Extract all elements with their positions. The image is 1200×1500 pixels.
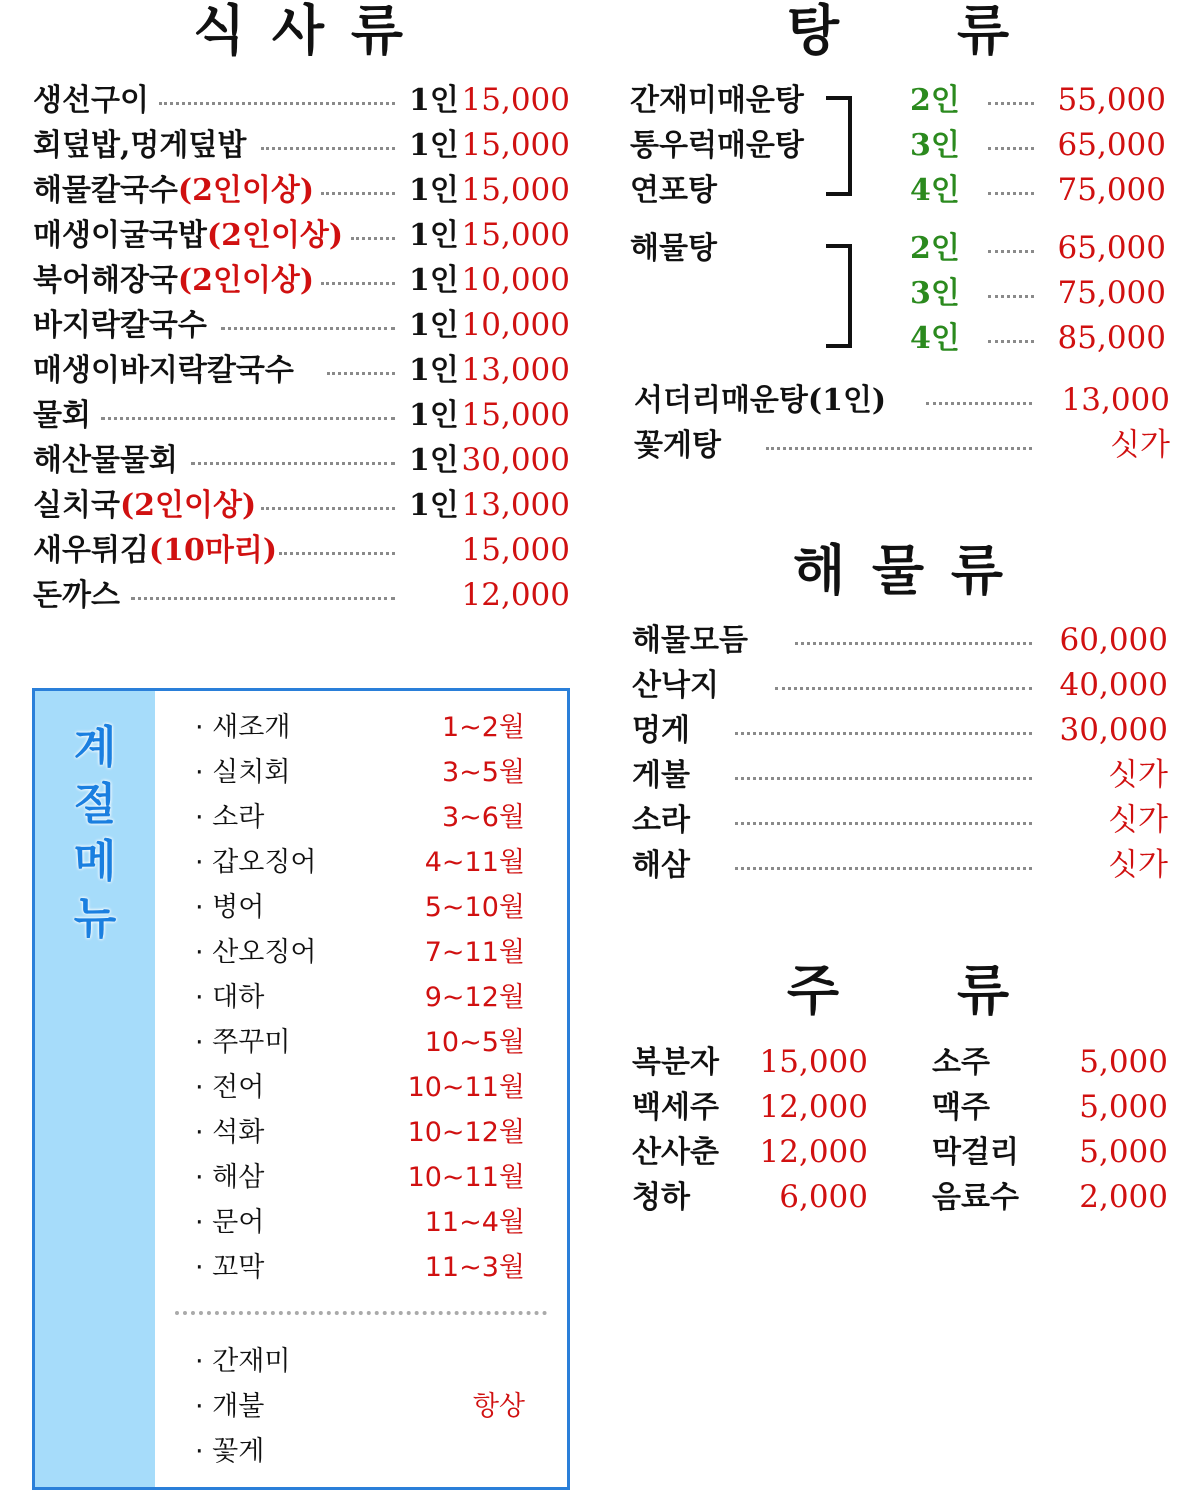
meal-item-unit: 1인 xyxy=(409,173,459,208)
seasonal-item-name: · 산오징어 xyxy=(195,937,317,968)
soup-item-name: 해물탕 xyxy=(630,231,717,266)
soup-item-name: 꽃게탕 xyxy=(634,428,721,463)
seasonal-item-row xyxy=(195,975,525,1020)
seafood-item-price: 싯가 xyxy=(1108,757,1168,793)
meal-item-price: 30,000 xyxy=(461,442,570,478)
dotted-leader xyxy=(735,822,1032,825)
meal-item-name xyxy=(33,123,246,168)
meal-item-label: 새우튀김 xyxy=(33,533,149,568)
soup-size-unit: 4인 xyxy=(910,321,960,356)
meal-item-name xyxy=(33,303,207,348)
dotted-leader xyxy=(735,777,1032,780)
soup-size-unit: 2인 xyxy=(910,231,960,266)
meal-item-row xyxy=(33,483,573,528)
meal-item-unit: 1인 xyxy=(409,83,459,118)
meal-item-label: 매생이바지락칼국수 xyxy=(33,353,294,388)
dotted-leader xyxy=(926,402,1032,405)
meal-item-row xyxy=(33,348,573,393)
meal-item-note: (2인이상) xyxy=(177,263,315,298)
meal-item-row xyxy=(33,123,573,168)
seasonal-item-months: 5~10월 xyxy=(424,892,525,923)
seafood-item-name: 산낙지 xyxy=(632,668,719,703)
meal-item-note: (2인이상) xyxy=(119,488,257,523)
seafood-item-name: 게불 xyxy=(632,758,690,793)
dotted-leader xyxy=(261,507,395,510)
dotted-leader xyxy=(131,597,395,600)
seasonal-item-name: · 실치회 xyxy=(195,757,291,788)
always-item-name: · 간재미 xyxy=(195,1346,291,1377)
meal-item-note: (2인이상) xyxy=(177,173,315,208)
soup-size-unit: 3인 xyxy=(910,128,960,163)
meal-item-price: 12,000 xyxy=(461,577,570,613)
drink-item-price: 5,000 xyxy=(1079,1044,1168,1080)
seasonal-item-row xyxy=(195,1110,525,1155)
soup-size-unit: 3인 xyxy=(910,276,960,311)
dotted-leader xyxy=(988,295,1034,298)
meal-item-price: 15,000 xyxy=(461,82,570,118)
seasonal-item-name: · 갑오징어 xyxy=(195,847,317,878)
seasonal-item-months: 4~11월 xyxy=(424,847,525,878)
meal-item-unit: 1인 xyxy=(409,398,459,433)
meal-item-unit: 1인 xyxy=(409,488,459,523)
dotted-leader xyxy=(191,462,395,465)
seasonal-item-name: · 석화 xyxy=(195,1117,265,1148)
seasonal-item-row xyxy=(195,840,525,885)
soup-group-bracket xyxy=(826,96,852,196)
drinks-section-title: 주 류 xyxy=(786,958,1014,1022)
soup-size-unit: 4인 xyxy=(910,173,960,208)
seasonal-item-months: 3~5월 xyxy=(441,757,525,788)
soup-size-price: 55,000 xyxy=(1057,82,1166,118)
meal-item-unit: 1인 xyxy=(409,308,459,343)
seafood-item-name: 해물모듬 xyxy=(632,623,748,658)
dotted-leader xyxy=(775,687,1032,690)
meal-item-price: 15,000 xyxy=(461,532,570,568)
meal-item-name xyxy=(33,258,314,303)
meal-item-row xyxy=(33,258,573,303)
meal-item-price: 13,000 xyxy=(461,487,570,523)
soup-item-name: 서더리매운탕(1인) xyxy=(634,383,887,418)
seasonal-item-name: · 문어 xyxy=(195,1207,265,1238)
meal-item-name xyxy=(33,78,149,123)
seasonal-item-months: 10~5월 xyxy=(424,1027,525,1058)
seasonal-item-name: · 새조개 xyxy=(195,712,291,743)
drink-item-price: 5,000 xyxy=(1079,1134,1168,1170)
seasonal-item-row xyxy=(195,930,525,975)
seasonal-item-row xyxy=(195,1065,525,1110)
seasonal-item-name: · 꼬막 xyxy=(195,1252,265,1283)
seasonal-item-name: · 전어 xyxy=(195,1072,265,1103)
meal-item-label: 물회 xyxy=(33,398,91,433)
dotted-leader xyxy=(988,102,1034,105)
seasonal-item-row xyxy=(195,750,525,795)
meal-item-label: 생선구이 xyxy=(33,83,149,118)
dotted-leader xyxy=(327,372,395,375)
soup-group-bracket xyxy=(826,244,852,348)
meal-item-price: 15,000 xyxy=(461,172,570,208)
meal-item-name xyxy=(33,483,256,528)
meal-item-row xyxy=(33,438,573,483)
dotted-leader xyxy=(988,147,1034,150)
drink-item-name: 산사춘 xyxy=(632,1135,719,1170)
soup-size-price: 65,000 xyxy=(1057,127,1166,163)
seafood-item-name: 멍게 xyxy=(632,713,690,748)
meal-item-name xyxy=(33,573,120,618)
meal-item-price: 10,000 xyxy=(461,262,570,298)
drink-item-name: 막걸리 xyxy=(932,1135,1019,1170)
seasonal-item-name: · 쭈꾸미 xyxy=(195,1027,291,1058)
drink-item-price: 2,000 xyxy=(1079,1179,1168,1215)
seafood-item-name: 소라 xyxy=(632,803,690,838)
seafood-section-title: 해 물 류 xyxy=(792,538,1008,602)
dotted-leader xyxy=(221,327,395,330)
seafood-item-price: 40,000 xyxy=(1059,667,1168,703)
meal-item-label: 회덮밥,멍게덮밥 xyxy=(33,128,247,163)
drink-item-name: 복분자 xyxy=(632,1045,719,1080)
meal-item-unit: 1인 xyxy=(409,218,459,253)
meal-item-row xyxy=(33,213,573,258)
seasonal-item-row xyxy=(195,705,525,750)
always-available-label: 항상 xyxy=(472,1391,525,1422)
seasonal-item-months: 10~12월 xyxy=(407,1117,525,1148)
always-item-row xyxy=(195,1429,525,1474)
seasonal-item-name: · 해삼 xyxy=(195,1162,265,1193)
drink-item-price: 5,000 xyxy=(1079,1089,1168,1125)
drink-item-price: 12,000 xyxy=(759,1134,868,1170)
soup-item-name: 연포탕 xyxy=(630,173,717,208)
meal-item-row xyxy=(33,573,573,618)
soup-section-title: 탕 류 xyxy=(786,0,1014,62)
seasonal-item-months: 1~2월 xyxy=(441,712,525,743)
drink-item-name: 맥주 xyxy=(932,1090,990,1125)
meal-item-unit: 1인 xyxy=(409,263,459,298)
always-item-row xyxy=(195,1384,525,1429)
seafood-item-price: 60,000 xyxy=(1059,622,1168,658)
dotted-leader xyxy=(735,867,1032,870)
meal-item-price: 13,000 xyxy=(461,352,570,388)
meal-item-label: 바지락칼국수 xyxy=(33,308,207,343)
seasonal-label-char: 계 xyxy=(73,722,117,773)
seafood-item-price: 싯가 xyxy=(1108,802,1168,838)
meal-item-label: 실치국 xyxy=(33,488,120,523)
seasonal-side-panel xyxy=(35,691,155,1487)
soup-item-price: 13,000 xyxy=(1061,382,1170,418)
seasonal-item-row xyxy=(195,1020,525,1065)
meal-section-title: 식 사 류 xyxy=(192,0,408,62)
meal-item-name xyxy=(33,348,294,393)
meal-item-label: 북어해장국 xyxy=(33,263,178,298)
drink-item-name: 백세주 xyxy=(632,1090,719,1125)
dotted-leader xyxy=(321,282,395,285)
soup-size-price: 75,000 xyxy=(1057,172,1166,208)
dotted-leader xyxy=(988,250,1034,253)
meal-item-unit: 1인 xyxy=(409,353,459,388)
meal-item-label: 해산물물회 xyxy=(33,443,178,478)
meal-item-unit: 1인 xyxy=(409,128,459,163)
dotted-leader xyxy=(988,340,1034,343)
seasonal-item-row xyxy=(195,885,525,930)
drink-item-price: 15,000 xyxy=(759,1044,868,1080)
seasonal-divider xyxy=(175,1311,547,1315)
meal-item-name xyxy=(33,528,277,573)
meal-item-name xyxy=(33,213,343,258)
meal-item-label: 돈까스 xyxy=(33,578,120,613)
seafood-item-price: 싯가 xyxy=(1108,847,1168,883)
meal-item-label: 매생이굴국밥 xyxy=(33,218,207,253)
meal-item-price: 15,000 xyxy=(461,217,570,253)
meal-item-name xyxy=(33,393,91,438)
drink-item-name: 음료수 xyxy=(932,1180,1019,1215)
seasonal-label-char: 뉴 xyxy=(73,893,117,944)
seasonal-item-row xyxy=(195,795,525,840)
meal-item-row xyxy=(33,528,573,573)
seasonal-item-months: 10~11월 xyxy=(407,1162,525,1193)
meal-item-price: 15,000 xyxy=(461,127,570,163)
meal-item-label: 해물칼국수 xyxy=(33,173,178,208)
seasonal-item-months: 9~12월 xyxy=(424,982,525,1013)
seasonal-item-months: 7~11월 xyxy=(424,937,525,968)
soup-size-price: 75,000 xyxy=(1057,275,1166,311)
soup-item-name: 통우럭매운탕 xyxy=(630,128,804,163)
soup-size-price: 65,000 xyxy=(1057,230,1166,266)
meal-item-name xyxy=(33,168,314,213)
seasonal-item-months: 3~6월 xyxy=(441,802,525,833)
seafood-item-name: 해삼 xyxy=(632,848,690,883)
drink-item-price: 6,000 xyxy=(779,1179,868,1215)
dotted-leader xyxy=(795,642,1032,645)
dotted-leader xyxy=(735,732,1032,735)
soup-item-price: 싯가 xyxy=(1110,427,1170,463)
dotted-leader xyxy=(261,147,395,150)
seasonal-item-row xyxy=(195,1200,525,1245)
dotted-leader xyxy=(988,192,1034,195)
always-item-row xyxy=(195,1339,525,1384)
soup-size-unit: 2인 xyxy=(910,83,960,118)
soup-size-price: 85,000 xyxy=(1057,320,1166,356)
dotted-leader xyxy=(159,102,395,105)
seasonal-label-char: 절 xyxy=(73,779,117,830)
meal-item-row xyxy=(33,303,573,348)
dotted-leader xyxy=(279,552,395,555)
seasonal-menu-label xyxy=(35,719,155,947)
meal-item-row xyxy=(33,393,573,438)
always-item-name: · 개불 xyxy=(195,1391,265,1422)
seasonal-item-name: · 병어 xyxy=(195,892,265,923)
meal-item-note: (10마리) xyxy=(148,533,278,568)
seasonal-item-months: 10~11월 xyxy=(407,1072,525,1103)
seasonal-item-months: 11~3월 xyxy=(424,1252,525,1283)
seasonal-item-row xyxy=(195,1155,525,1200)
meal-item-price: 15,000 xyxy=(461,397,570,433)
meal-item-row xyxy=(33,168,573,213)
meal-item-unit: 1인 xyxy=(409,443,459,478)
dotted-leader xyxy=(766,447,1032,450)
dotted-leader xyxy=(101,417,395,420)
dotted-leader xyxy=(321,192,395,195)
meal-item-row xyxy=(33,78,573,123)
always-item-name: · 꽃게 xyxy=(195,1436,265,1467)
dotted-leader xyxy=(351,237,395,240)
seasonal-menu-box xyxy=(32,688,570,1490)
seasonal-label-char: 메 xyxy=(73,836,117,887)
seasonal-item-name: · 소라 xyxy=(195,802,265,833)
meal-item-note: (2인이상) xyxy=(206,218,344,253)
seasonal-item-row xyxy=(195,1245,525,1290)
meal-item-name xyxy=(33,438,178,483)
seasonal-item-months: 11~4월 xyxy=(424,1207,525,1238)
drink-item-price: 12,000 xyxy=(759,1089,868,1125)
meal-item-price: 10,000 xyxy=(461,307,570,343)
seafood-item-price: 30,000 xyxy=(1059,712,1168,748)
soup-item-name: 간재미매운탕 xyxy=(630,83,804,118)
drink-item-name: 청하 xyxy=(632,1180,690,1215)
drink-item-name: 소주 xyxy=(932,1045,990,1080)
seasonal-item-name: · 대하 xyxy=(195,982,265,1013)
